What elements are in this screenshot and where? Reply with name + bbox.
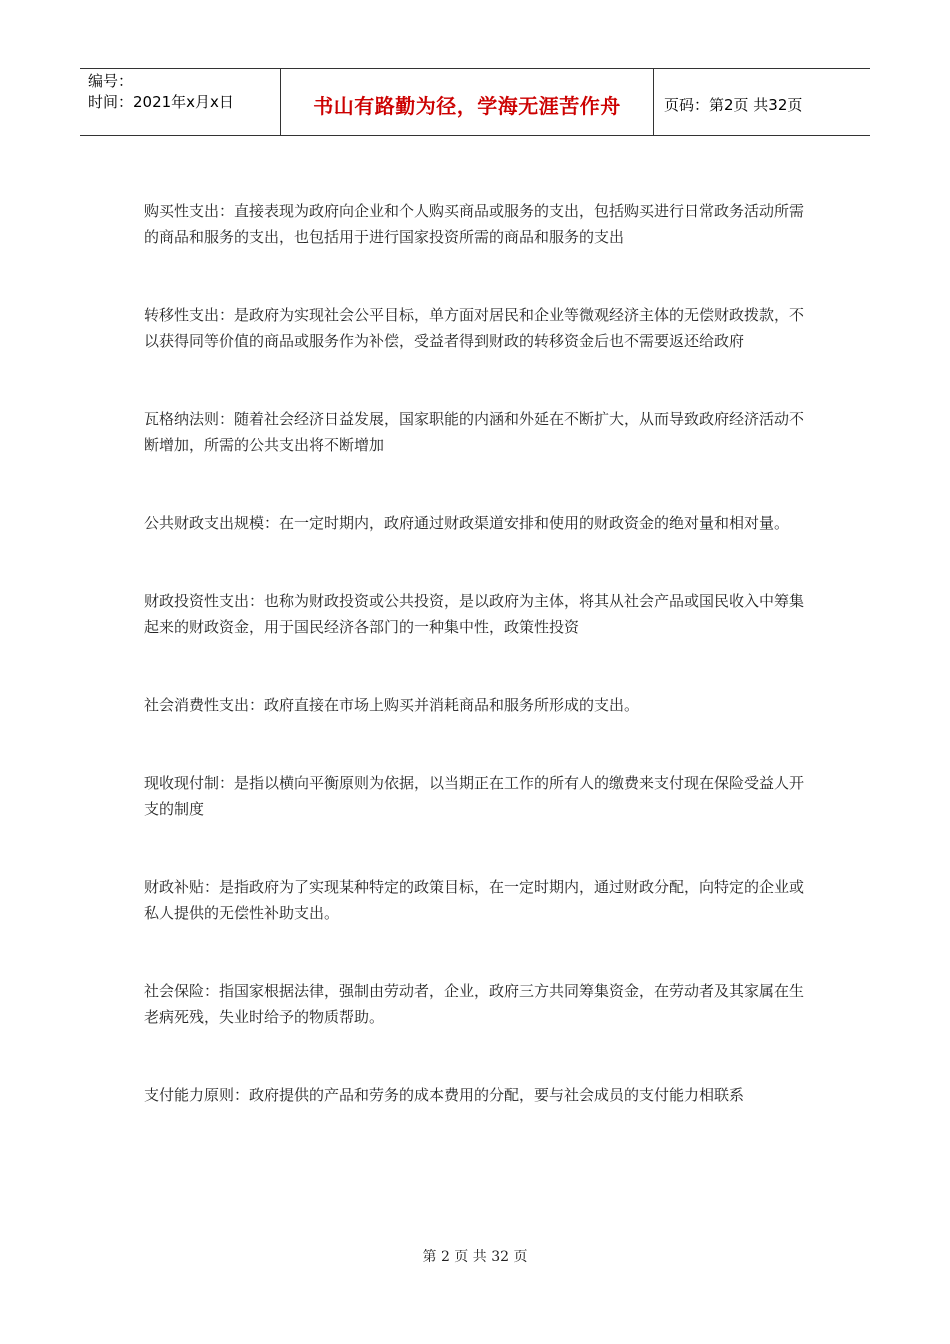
definition-social-consumption: 社会消费性支出：政府直接在市场上购买并消耗商品和服务所形成的支出。 <box>144 696 640 714</box>
header-meta <box>80 69 281 135</box>
definition-social-insurance: 社会保险：指国家根据法律，强制由劳动者，企业，政府三方共同筹集资金，在劳动者及其家属在生老病死残，失业时给予的物质帮助。 <box>144 982 805 1026</box>
header-page-info: 页码：第2页 共32页 <box>664 95 803 114</box>
definition-pay-as-you-go: 现收现付制：是指以横向平衡原则为依据，以当期正在工作的所有人的缴费来支付现在保险受益人开支的制度 <box>144 774 805 818</box>
definition-fiscal-investment: 财政投资性支出：也称为财政投资或公共投资，是以政府为主体，将其从社会产品或国民收入中筹集起来的财政资金，用于国民经济各部门的一种集中性，政策性投资 <box>144 592 805 636</box>
page-footer: 第 2 页 共 32 页 <box>422 1249 528 1265</box>
document-body <box>144 198 804 1108</box>
definition-ability-to-pay: 支付能力原则：政府提供的产品和劳务的成本费用的分配，要与社会成员的支付能力相联系 <box>144 1086 745 1104</box>
definition-transfer-expenditure: 转移性支出：是政府为实现社会公平目标，单方面对居民和企业等微观经济主体的无偿财政拨款，不以获得同等价值的商品或服务作为补偿，受益者得到财政的转移资金后也不需要返还给政府 <box>144 306 805 350</box>
definition-wagner-law: 瓦格纳法则：随着社会经济日益发展，国家职能的内涵和外延在不断扩大，从而导致政府经济活动不断增加，所需的公共支出将不断增加 <box>144 410 805 454</box>
definition-public-expenditure-scale: 公共财政支出规模：在一定时期内，政府通过财政渠道安排和使用的财政资金的绝对量和相对量。 <box>144 514 790 532</box>
document-time-label: 时间：2021年x月x日 <box>88 93 234 111</box>
definition-purchase-expenditure: 购买性支出：直接表现为政府向企业和个人购买商品或服务的支出，包括购买进行日常政务活动所需的商品和服务的支出，也包括用于进行国家投资所需的商品和服务的支出 <box>144 202 805 246</box>
header-slogan: 书山有路勤为径，学海无涯苦作舟 <box>281 69 654 135</box>
page-header <box>80 68 870 136</box>
document-number-label: 编号： <box>88 72 134 90</box>
definition-fiscal-subsidy: 财政补贴：是指政府为了实现某种特定的政策目标，在一定时期内，通过财政分配，向特定的企业或私人提供的无偿性补助支出。 <box>144 878 805 922</box>
